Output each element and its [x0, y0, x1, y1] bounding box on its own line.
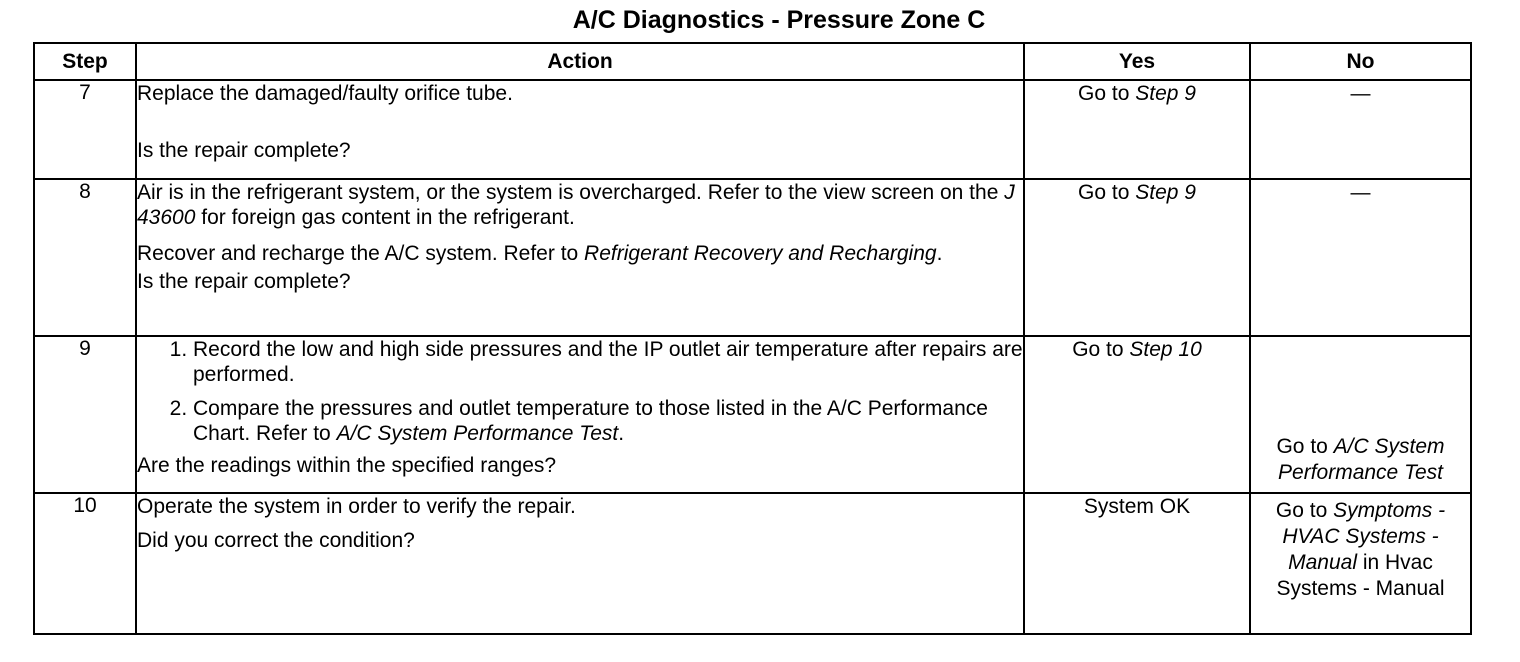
procedure-link[interactable]: Refrigerant Recovery and Recharging	[584, 242, 937, 265]
action-text: Replace the damaged/faulty orifice tube.	[137, 82, 513, 105]
action-steps-list	[137, 337, 1023, 446]
action-text-part: for foreign gas content in the refrigerant.	[195, 206, 575, 229]
table-row-step-9	[34, 336, 1471, 493]
table-row-step-8	[34, 179, 1471, 336]
action-cell	[136, 80, 1024, 179]
step-number: 7	[34, 80, 136, 179]
no-cell	[1250, 179, 1471, 336]
list-item: 1. Record the low and high side pressures and the IP outlet air temperature after repairs are performed.	[193, 337, 1023, 387]
no-procedure-link[interactable]: A/C System Performance Test	[1278, 435, 1445, 484]
action-text	[137, 241, 1023, 266]
action-text-part: Compare the pressures and outlet temperature to those listed in the A/C Performance Chart. Refer to	[193, 397, 988, 445]
yes-prefix: Go to	[1078, 82, 1136, 105]
page-title: A/C Diagnostics - Pressure Zone C	[572, 6, 986, 34]
yes-result: System OK	[1083, 495, 1191, 518]
tool-reference: J 43600	[137, 181, 1015, 229]
yes-prefix: Go to	[1078, 181, 1136, 204]
list-item	[193, 396, 1023, 446]
step-number: 10	[34, 493, 136, 634]
no-prefix: Go to	[1276, 435, 1334, 458]
yes-prefix: Go to	[1072, 338, 1130, 361]
step-number: 9	[34, 336, 136, 493]
action-text-part: Recover and recharge the A/C system. Refer to	[137, 242, 585, 265]
action-text	[137, 180, 1023, 230]
yes-cell	[1024, 80, 1250, 179]
action-question: Is the repair complete?	[137, 270, 351, 293]
action-question: Are the readings within the specified ranges?	[137, 454, 557, 477]
action-cell	[136, 179, 1024, 336]
action-text: Operate the system in order to verify the repair.	[137, 495, 576, 518]
action-text-part: .	[618, 422, 625, 445]
yes-step-link[interactable]: Step 10	[1129, 338, 1202, 361]
column-header-yes: Yes	[1024, 43, 1250, 80]
procedure-link[interactable]: A/C System Performance Test	[336, 422, 619, 445]
column-header-action: Action	[136, 43, 1024, 80]
yes-step-link[interactable]: Step 9	[1135, 82, 1196, 105]
no-text-part: Hvac Systems - Manual	[1276, 551, 1445, 600]
no-text-part: in	[1357, 551, 1386, 574]
column-header-step: Step	[34, 43, 136, 80]
no-cell	[1250, 80, 1471, 179]
action-cell	[136, 493, 1024, 634]
no-prefix: Go to	[1275, 499, 1334, 522]
yes-step-link[interactable]: Step 9	[1135, 181, 1196, 204]
action-question: Did you correct the condition?	[137, 529, 415, 552]
column-header-no: No	[1250, 43, 1471, 80]
no-cell	[1250, 493, 1471, 634]
no-cell	[1250, 336, 1471, 493]
no-dash: —	[1350, 83, 1371, 105]
no-dash: —	[1350, 182, 1371, 204]
action-cell	[136, 336, 1024, 493]
action-text-part: Air is in the refrigerant system, or the system is overcharged. Refer to the view screen on the	[137, 181, 1005, 204]
action-text-part: .	[936, 242, 943, 265]
table-row-step-10	[34, 493, 1471, 634]
table-row-step-7	[34, 80, 1471, 179]
no-procedure-link[interactable]: Symptoms - HVAC Systems - Manual	[1282, 499, 1446, 574]
table-header-row	[34, 43, 1471, 80]
yes-cell	[1024, 493, 1250, 634]
diagnostic-table	[33, 42, 1472, 635]
yes-cell	[1024, 179, 1250, 336]
action-question: Is the repair complete?	[137, 139, 351, 162]
yes-cell	[1024, 336, 1250, 493]
step-number: 8	[34, 179, 136, 336]
